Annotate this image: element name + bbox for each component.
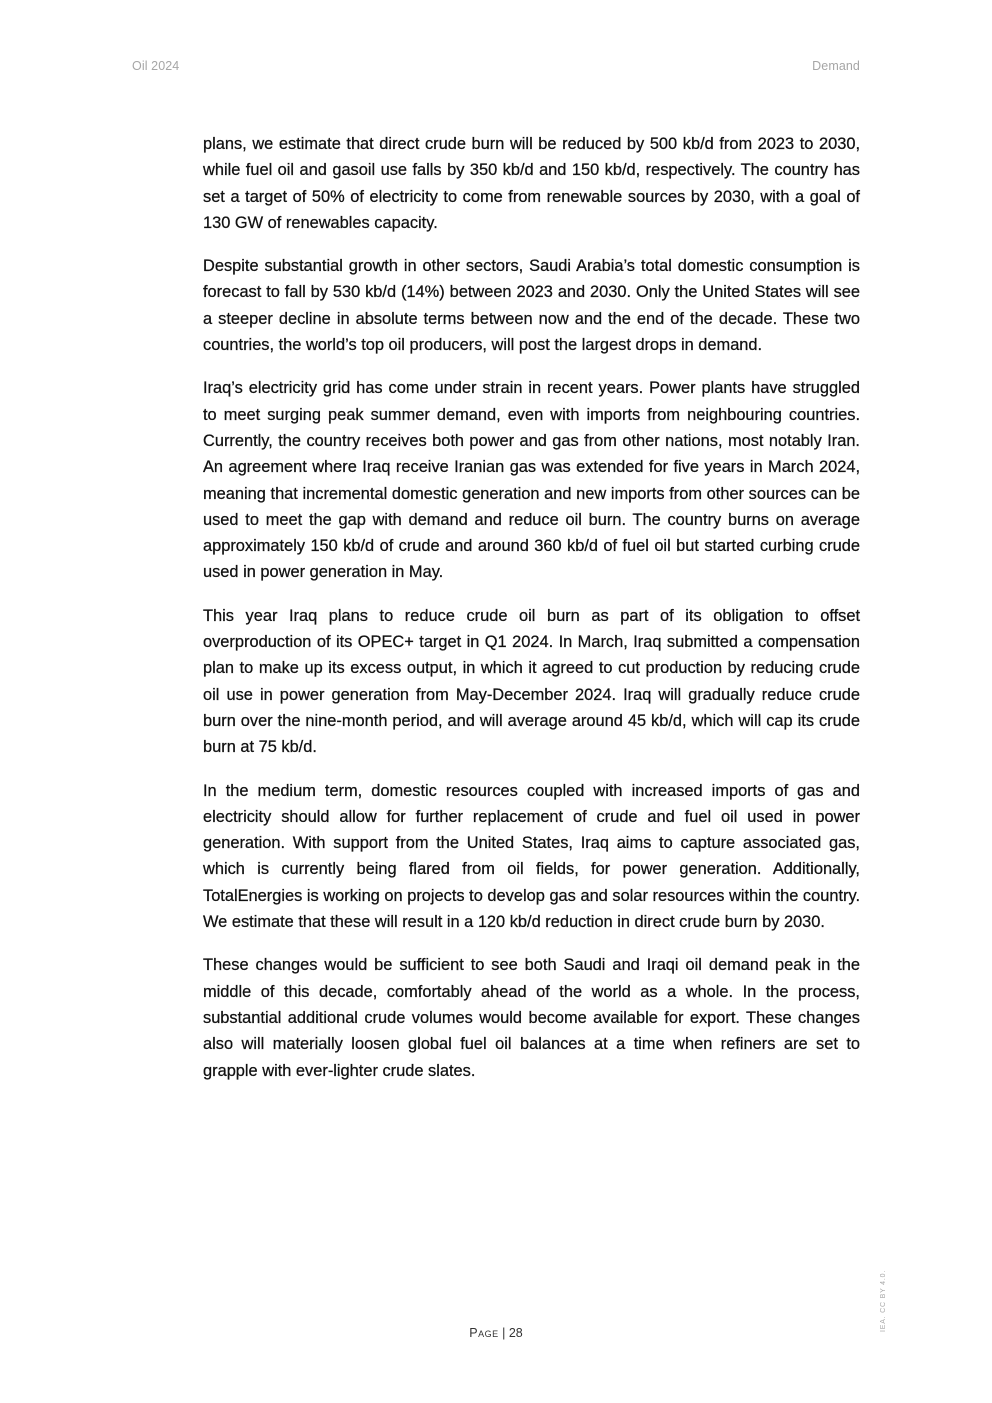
paragraph: In the medium term, domestic resources coupled with increased imports of gas and electricity should allow for further replacement of crude and fuel oil used in power generation. With support from the United States, Iraq aims to capture associated gas, which is currently being flared from oil fields, for power generation. Additionally, TotalEnergies is working on projects to develop gas and solar resources within the country. We estimate that these will result in a 120 kb/d reduction in direct crude burn by 2030. [203,781,860,932]
paragraph: Iraq’s electricity grid has come under strain in recent years. Power plants have struggled to meet surging peak summer demand, even with imports from neighbouring countries. Currently, the country receives both power and gas from other nations, most notably Iran. An agreement where Iraq receive Iranian gas was extended for five years in March 2024, meaning that incremental domestic generation and new imports from other sources can be used to meet the gap with demand and reduce oil burn. The country burns on average approximately 150 kb/d of crude and around 360 kb/d of fuel oil but started curbing crude used in power generation in May. [203,379,860,582]
paragraph: plans, we estimate that direct crude burn will be reduced by 500 kb/d from 2023 to 2030, while fuel oil and gasoil use falls by 350 kb/d and 150 kb/d, respectively. The country has set a target of 50% of electricity to come from renewable sources by 2030, with a goal of 130 GW of renewables capacity. [203,135,860,232]
running-header-section: Demand [812,59,860,73]
paragraph: These changes would be sufficient to see both Saudi and Iraqi oil demand peak in the middle of this decade, comfortably ahead of the world as a whole. In the process, substantial additional crude volumes would become available for export. These changes also will materially loosen global fuel oil balances at a time when refiners are set to grapple with ever-lighter crude slates. [203,956,860,1080]
page-footer [0,1326,992,1340]
page-number: 28 [508,1326,523,1340]
paragraph: This year Iraq plans to reduce crude oil burn as part of its obligation to offset overproduction of its OPEC+ target in Q1 2024. In March, Iraq submitted a compensation plan to make up its excess output, in which it agreed to cut production by reducing crude oil use in power generation from May-December 2024. Iraq will gradually reduce crude burn over the nine-month period, and will average around 45 kb/d, which will cap its crude burn at 75 kb/d. [203,606,860,757]
body-text [203,131,860,1101]
license-notice: IEA. CC BY 4.0. [880,1269,887,1332]
running-header-title: Oil 2024 [132,59,180,73]
page-separator: | [498,1326,509,1340]
page-label: Page [469,1326,499,1340]
paragraph: Despite substantial growth in other sectors, Saudi Arabia’s total domestic consumption is forecast to fall by 530 kb/d (14%) between 2023 and 2030. Only the United States will see a steeper decline in absolute terms between now and the end of the decade. These two countries, the world’s top oil producers, will post the largest drops in demand. [203,257,860,355]
